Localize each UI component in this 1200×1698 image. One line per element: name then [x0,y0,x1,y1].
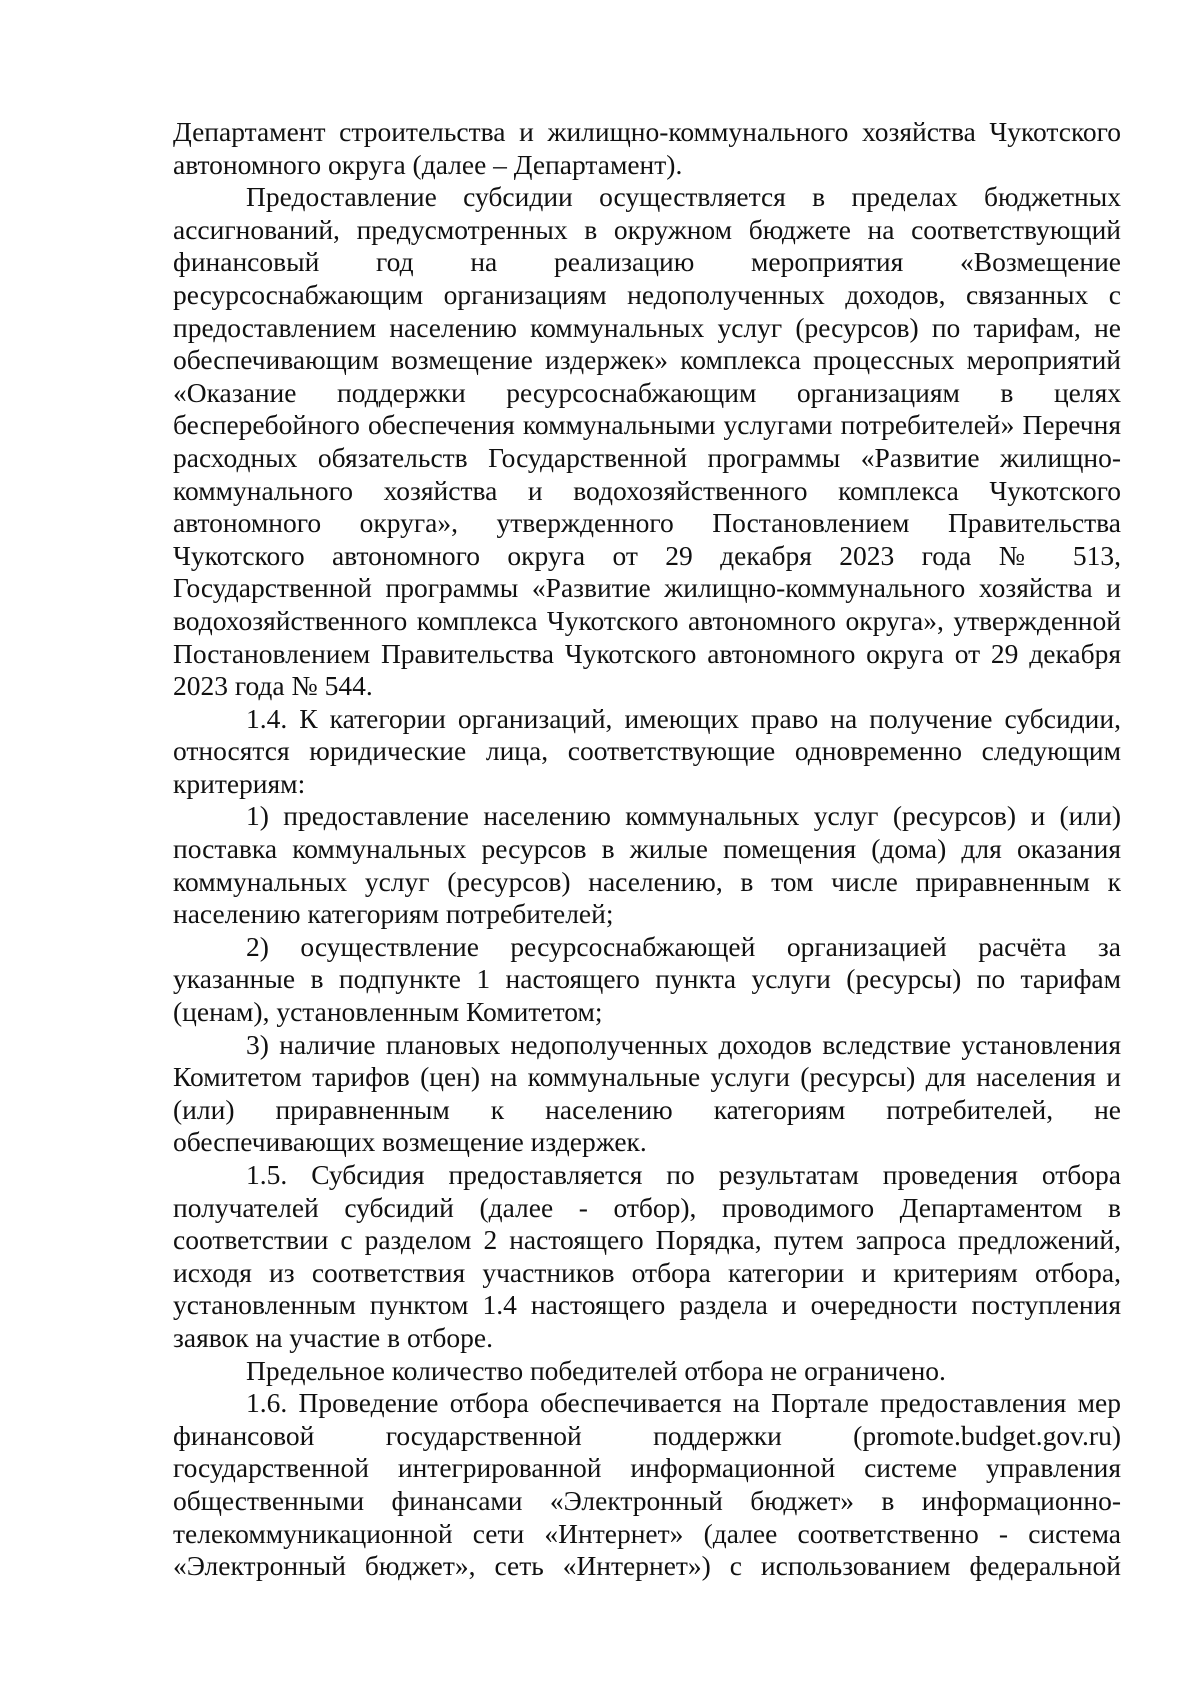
paragraph-criterion-2: 2) осуществление ресурсоснабжающей организацией расчёта за указанные в подпункте 1 настоящего пункта услуги (ресурсы) по тарифам (ценам), установленным Комитетом; [173,930,1121,1028]
paragraph-winners-limit: Предельное количество победителей отбора не ограничено. [246,1354,946,1386]
paragraph-1-4-categories: 1.4. К категории организаций, имеющих право на получение субсидии, относятся юридические лица, соответствующие одновременно следующим критериям: [173,702,1121,799]
paragraph-criterion-1: 1) предоставление населению коммунальных услуг (ресурсов) и (или) поставка коммунальных ресурсов в жилые помещения (дома) для оказания коммунальных услуг (ресурсов) населению, в том числе приравненным к населению категориям потребителей; [173,800,1121,930]
paragraph-department: Департамент строительства и жилищно-коммунального хозяйства Чукотского автономного округа (далее – Департамент). [173,116,1121,180]
paragraph-subsidy-provision: Предоставление субсидии осуществляется в пределах бюджетных ассигнований, предусмотренных в окружном бюджете на соответствующий финансовый год на реализацию мероприятия «Возмещение ресурсоснабжающим организациям недополученных доходов, связанных с предоставлением населению коммунальных услуг (ресурсов) по тарифам, не обеспечивающим возмещение издержек» комплекса процессных мероприятий «Оказание поддержки ресурсоснабжающим организациям в целях бесперебойного обеспечения коммунальными услугами потребителей» Перечня расходных обязательств Государственной программы «Развитие жилищно-коммунального хозяйства и водохозяйственного комплекса Чукотского автономного округа», утвержденного Постановлением Правительства Чукотского автономного округа от 29 декабря 2023 года № 513, Государственной программы «Развитие жилищно-коммунального хозяйства и водохозяйственного комплекса Чукотского автономного округа», утвержденной Постановлением Правительства Чукотского автономного округа от 29 декабря 2023 года № 544. [173,181,1121,702]
paragraph-1-5-selection: 1.5. Субсидия предоставляется по результатам проведения отбора получателей субсидий (далее - отбор), проводимого Департаментом в соответствии с разделом 2 настоящего Порядка, путем запроса предложений, исходя из соответствия участников отбора категории и критериям отбора, установленным пунктом 1.4 настоящего раздела и очередности поступления заявок на участие в отборе. [173,1159,1121,1353]
document-body [173,116,1121,1583]
paragraph-criterion-3: 3) наличие плановых недополученных доходов вследствие установления Комитетом тарифов (цен) на коммунальные услуги (ресурсы) для населения и (или) приравненным к населению категориям потребителей, не обеспечивающих возмещение издержек. [173,1028,1121,1158]
paragraph-1-6-portal: 1.6. Проведение отбора обеспечивается на Портале предоставления мер финансовой государственной поддержки (promote.budget.gov.ru) государственной интегрированной информационной системе управления общественными финансами «Электронный бюджет» в информационно-телекоммуникационной сети «Интернет» (далее соответственно - система «Электронный бюджет», сеть «Интернет») с использованием федеральной [173,1387,1121,1582]
